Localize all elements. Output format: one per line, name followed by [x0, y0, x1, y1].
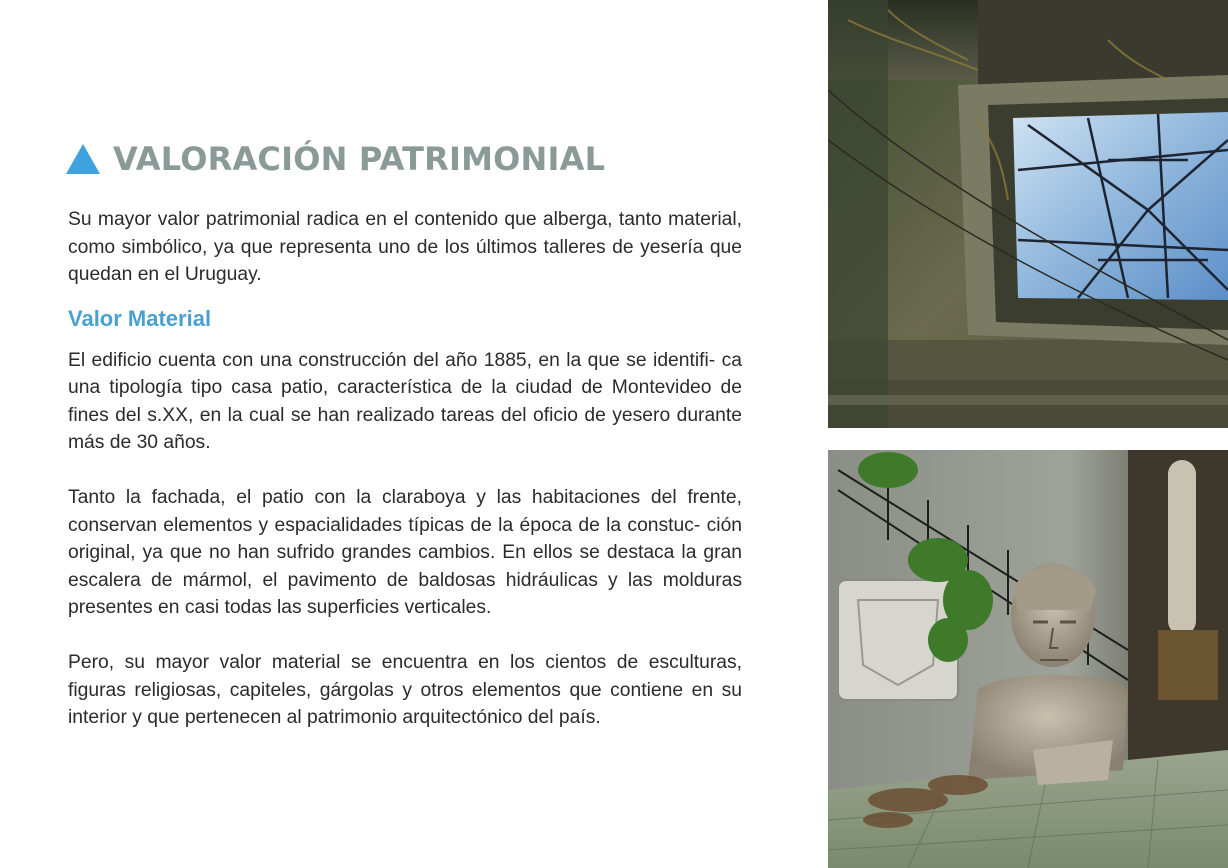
paragraph-line: de fines del s.XX, en la cual se han realizado tareas del oficio de yesero: [68, 377, 742, 426]
intro-paragraph: [68, 206, 742, 289]
skylight-illustration: [828, 0, 1228, 428]
body-paragraph-1: [68, 347, 742, 457]
body-paragraph-2: [68, 484, 742, 622]
paragraph-line: molduras presentes en casi todas las superficies verticales.: [68, 569, 742, 618]
paragraph-line: Tanto la fachada, el patio con la claraboya y las habitaciones del frente,: [68, 487, 742, 508]
section-header: [65, 138, 742, 180]
bust-illustration: [828, 450, 1228, 868]
intro-line: material, como simbólico, ya que representa uno de los últimos talleres de: [68, 209, 742, 258]
text-column: [68, 138, 742, 732]
bust-sculpture-photo: [828, 450, 1228, 868]
paragraph-line: Pero, su mayor valor material se encuentra en los cientos de esculturas,: [68, 652, 742, 673]
paragraph-line: la gran escalera de mármol, el pavimento de baldosas hidráulicas y las: [68, 542, 742, 591]
paragraph-line: interior y que pertenecen al patrimonio arquitectónico del país.: [68, 707, 601, 728]
intro-line: yesería que quedan en el Uruguay.: [68, 236, 742, 285]
intro-line: Su mayor valor patrimonial radica en el contenido que alberga, tanto: [68, 209, 662, 230]
paragraph-line: ca una tipología tipo casa patio, característica de la ciudad de Montevideo: [68, 349, 742, 398]
paragraph-line: figuras religiosas, capiteles, gárgolas y otros elementos que contiene en su: [68, 679, 742, 701]
page-title: VALORACIÓN PATRIMONIAL: [113, 140, 606, 178]
paragraph-line: durante más de 30 años.: [68, 404, 742, 453]
skylight-photo: [828, 0, 1228, 428]
paragraph-line: conservan elementos y espacialidades típicas de la época de la constuc-: [68, 514, 701, 536]
paragraph-line: El edificio cuenta con una construcción del año 1885, en la que se identifi-: [68, 349, 716, 371]
section-subtitle: Valor Material: [68, 305, 212, 331]
paragraph-line: ción original, ya que no han sufrido grandes cambios. En ellos se destaca: [68, 514, 743, 563]
triangle-icon: [65, 143, 101, 175]
body-paragraph-3: [68, 649, 742, 732]
